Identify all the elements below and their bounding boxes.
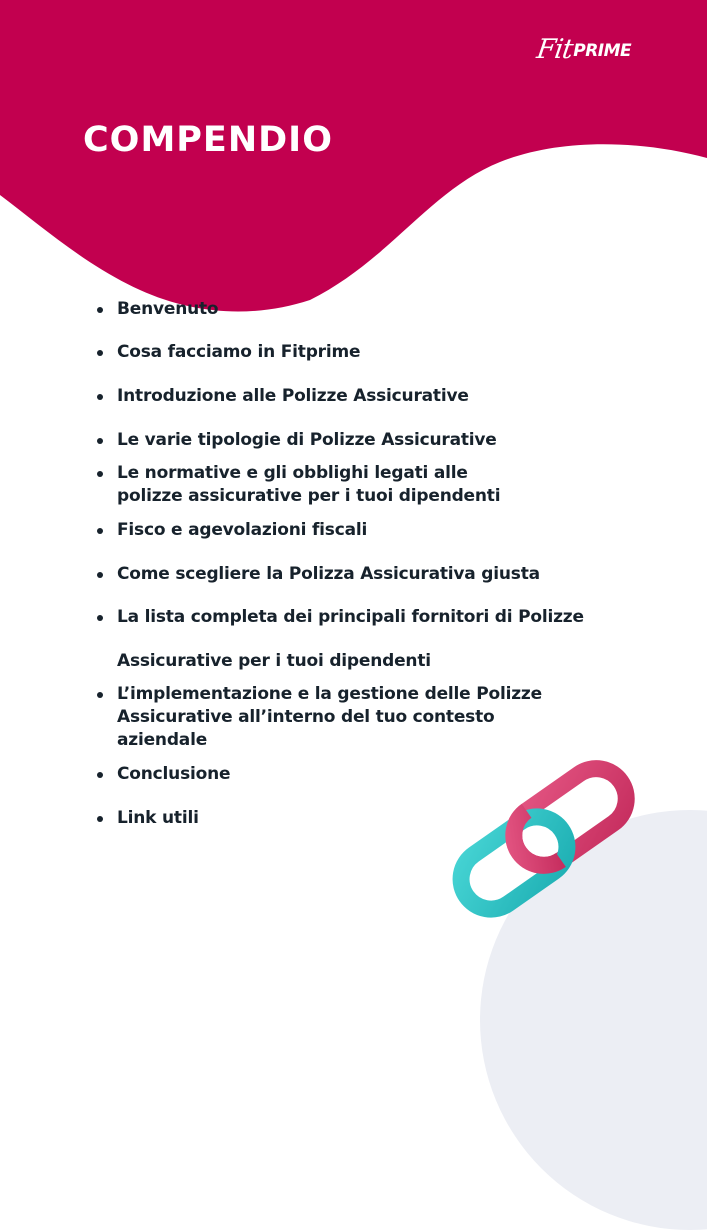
bullet-icon	[97, 615, 103, 621]
logo-script-text: Fit	[534, 34, 575, 65]
bullet-icon	[97, 438, 103, 444]
toc-item[interactable]	[96, 763, 616, 786]
toc-item-label: Cosa facciamo in Fitprime	[117, 342, 361, 362]
toc-item[interactable]	[96, 683, 587, 752]
toc-item[interactable]	[96, 341, 616, 364]
toc-item-label: L’implementazione e la gestione delle Polizze Assicurative all’interno del tuo contesto aziendale	[117, 684, 542, 750]
toc-item-continuation: Assicurative per i tuoi dipendenti	[117, 651, 431, 671]
fitprime-logo	[534, 34, 632, 65]
bullet-icon	[97, 350, 103, 356]
toc-item-label: La lista completa dei principali fornitori di Polizze	[117, 607, 584, 627]
toc-item[interactable]	[96, 606, 616, 673]
toc-item[interactable]	[96, 385, 616, 408]
bullet-icon	[97, 816, 103, 822]
toc-item[interactable]	[96, 298, 616, 321]
toc-item-label: Fisco e agevolazioni fiscali	[117, 520, 368, 540]
toc-item[interactable]	[96, 519, 616, 542]
toc-item[interactable]	[96, 807, 616, 830]
bullet-icon	[97, 471, 103, 477]
bullet-icon	[97, 692, 103, 698]
toc-item[interactable]	[96, 563, 616, 586]
bullet-icon	[97, 528, 103, 534]
bullet-icon	[97, 772, 103, 778]
toc-item-label: Link utili	[117, 808, 199, 828]
toc-item-label: Le varie tipologie di Polizze Assicurative	[117, 430, 497, 450]
bullet-icon	[97, 394, 103, 400]
page-title: COMPENDIO	[83, 120, 333, 160]
bullet-icon	[97, 572, 103, 578]
table-of-contents	[96, 298, 616, 830]
toc-item-label: Conclusione	[117, 764, 231, 784]
toc-item-label: Benvenuto	[117, 299, 219, 319]
toc-item[interactable]	[96, 462, 537, 508]
toc-item-label: Introduzione alle Polizze Assicurative	[117, 386, 469, 406]
logo-bold-text: PRIME	[573, 41, 632, 61]
toc-item-label: Come scegliere la Polizza Assicurativa giusta	[117, 564, 540, 584]
toc-item-label: Le normative e gli obblighi legati alle polizze assicurative per i tuoi dipendenti	[117, 463, 501, 506]
bullet-icon	[97, 307, 103, 313]
toc-item[interactable]	[96, 429, 616, 452]
